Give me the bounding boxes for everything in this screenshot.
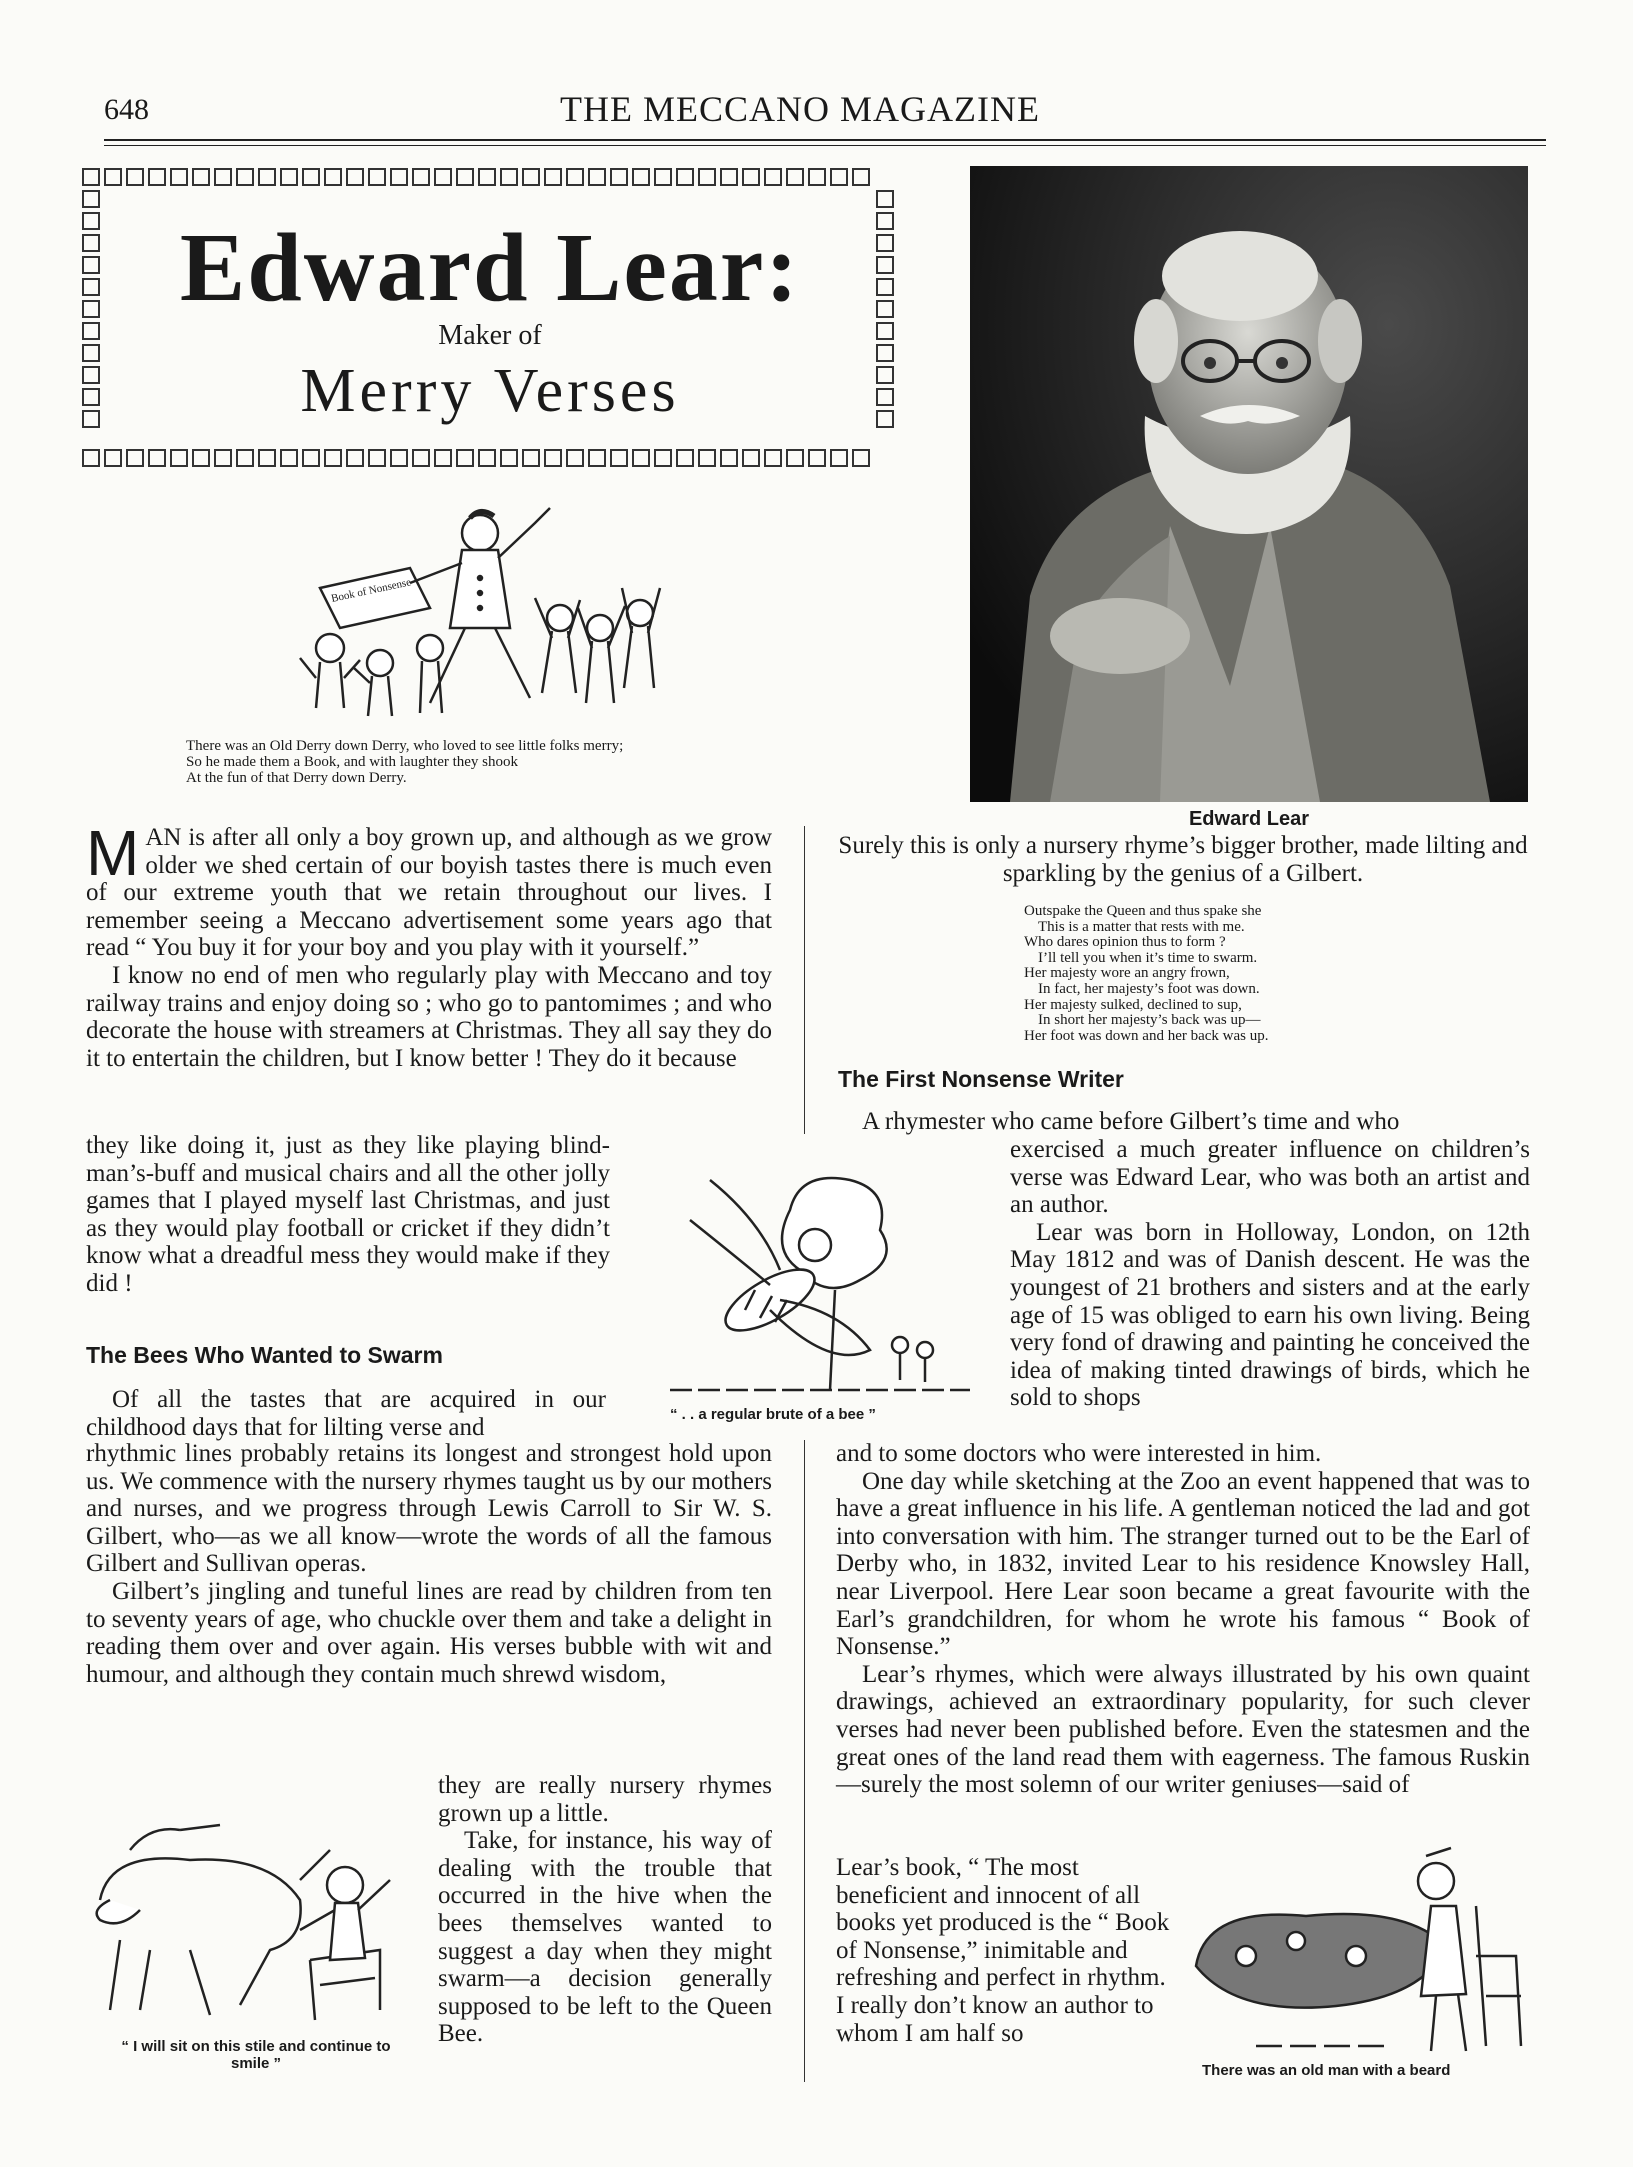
border-square — [764, 449, 782, 467]
border-square — [236, 449, 254, 467]
title-box — [82, 168, 898, 471]
article-title: Edward Lear: — [179, 214, 801, 322]
square-border-top — [82, 168, 870, 190]
border-square — [390, 168, 408, 186]
caption-line: There was an Old Derry down Derry, who loved to see little folks merry; — [186, 738, 624, 754]
border-square — [368, 449, 386, 467]
border-square — [742, 449, 760, 467]
left-column-wrap-2 — [86, 1386, 606, 1441]
paragraph: A rhymester who came before Gilbert’s time and who — [862, 1108, 1400, 1135]
border-square — [566, 168, 584, 186]
border-square — [104, 449, 122, 467]
caption-line: So he made them a Book, and with laughter they shook — [186, 754, 519, 770]
poem-line: I’ll tell you when it’s time to swarm. — [1038, 949, 1258, 966]
right-column-narrow — [836, 1854, 1176, 2047]
beard-caption: There was an old man with a beard — [1202, 2062, 1451, 2079]
border-square — [544, 449, 562, 467]
poem-line: Her majesty wore an angry frown, — [1024, 965, 1230, 982]
right-column-intro: Surely this is only a nursery rhyme’s bigger brother, made lilting and sparkling by the genius of a Gilbert. — [838, 832, 1528, 887]
paragraph: Lear’s rhymes, which were always illustrated by his own quaint drawings, achieved an extraordinary popularity, for such clever verses had never been published before. Even the statesmen and the great ones of the land read them with eagerness. The famous Ruskin—surely the most solemn of our writer geniuses—said of — [836, 1660, 1530, 1799]
border-square — [126, 168, 144, 186]
border-square — [588, 449, 606, 467]
border-square — [478, 449, 496, 467]
border-square — [676, 449, 694, 467]
border-square — [786, 168, 804, 186]
border-square — [412, 449, 430, 467]
border-square — [104, 168, 122, 186]
left-column-body — [86, 1440, 772, 1688]
border-square — [434, 449, 452, 467]
poem-line: In fact, her majesty’s foot was down. — [1038, 980, 1260, 997]
border-square — [148, 449, 166, 467]
right-column-body — [836, 1440, 1530, 1799]
border-square — [280, 449, 298, 467]
border-square — [852, 168, 870, 186]
border-square — [324, 168, 342, 186]
left-column-wrap — [86, 1132, 610, 1298]
border-square — [698, 449, 716, 467]
border-square — [830, 168, 848, 186]
border-square — [720, 168, 738, 186]
border-square — [390, 449, 408, 467]
border-square — [786, 449, 804, 467]
paragraph: exercised a much greater influence on children’s verse was Edward Lear, who was both an artist and an author. — [1010, 1136, 1530, 1219]
left-column-narrow — [438, 1772, 772, 2048]
border-square — [82, 449, 100, 467]
border-square — [434, 168, 452, 186]
page-number: 648 — [104, 93, 149, 126]
border-square — [852, 449, 870, 467]
beard-illustration — [1186, 1846, 1526, 2056]
border-square — [126, 449, 144, 467]
paragraph: they like doing it, just as they like playing blind-man’s-buff and musical chairs and all the other jolly games that I played myself last Christmas, and just as they would play football or cricket if they didn’t know what a dreadful mess they would make if they did ! — [86, 1132, 610, 1297]
border-square — [632, 449, 650, 467]
paragraph: AN is after all only a boy grown up, and although as we grow older we shed certain of our boyish tastes there is much even of our extreme youth that we retain throughout our lives. I remember seeing a Meccano advertisement some years ago that read “ You buy it for your boy and you play with it yourself.” — [86, 824, 772, 962]
border-square — [588, 168, 606, 186]
paragraph: rhythmic lines probably retains its longest and strongest hold upon us. We commence with the nursery rhymes taught us by our mothers and nurses, and we progress through Lewis Carroll to Sir W. S. Gilbert, who—as we all know—wrote the words of all the famous Gilbert and Sullivan operas. — [86, 1440, 772, 1578]
border-square — [346, 168, 364, 186]
border-square — [632, 168, 650, 186]
border-square — [808, 168, 826, 186]
border-square — [324, 449, 342, 467]
border-square — [456, 449, 474, 467]
border-square — [676, 168, 694, 186]
poem-line: In short her majesty’s back was up— — [1038, 1012, 1261, 1029]
bee-caption: “ . . a regular brute of a bee ” — [670, 1406, 876, 1423]
dropcap: M — [86, 817, 140, 889]
border-square — [876, 190, 894, 208]
border-square — [302, 168, 320, 186]
border-square — [148, 168, 166, 186]
border-square — [522, 168, 540, 186]
border-square — [698, 168, 716, 186]
poem-line: This is a matter that rests with me. — [1038, 918, 1245, 935]
border-square — [720, 449, 738, 467]
border-square — [214, 168, 232, 186]
stile-caption: “ I will sit on this stile and continue to smile ” — [121, 2038, 391, 2072]
paragraph: Gilbert’s jingling and tuneful lines are read by children from ten to seventy years of age, who chuckle over them and take a delight in reading them over and over again. His verses bubble with wit and humour, and although they contain much shrewd wisdom, — [86, 1577, 772, 1688]
paragraph: Lear was born in Holloway, London, on 12th May 1812 and was of Danish descent. He was the youngest of 21 brothers and sisters and at the early age of 15 was obliged to earn his own living. Being very fond of drawing and painting he conceived the idea of making tinted drawings of birds, which he sold to shops — [1010, 1218, 1530, 1412]
paragraph: Lear’s book, “ The most beneficient and innocent of all books yet produced is the “ Book of Nonsense,” inimitable and refreshing and perfect in rhythm. I really don’t know an author to whom I am half so — [836, 1854, 1170, 2047]
border-square — [236, 168, 254, 186]
poem-line: Her foot was down and her back was up. — [1024, 1027, 1269, 1044]
border-square — [764, 168, 782, 186]
paragraph: Take, for instance, his way of dealing with the trouble that occurred in the hive when the bees themselves wanted to suggest a day when they might swarm—a decision generally supposed to be left to the Queen Bee. — [438, 1827, 772, 2048]
header-rule — [104, 139, 1546, 141]
article-subtitle: Maker of — [438, 320, 542, 351]
running-head: THE MECCANO MAGAZINE — [560, 89, 1040, 129]
portrait-caption: Edward Lear — [1188, 808, 1310, 830]
gilbert-poem — [1024, 904, 1269, 1044]
border-square — [82, 190, 100, 208]
border-square — [544, 168, 562, 186]
border-square — [500, 168, 518, 186]
derry-illustration — [280, 488, 690, 728]
border-square — [346, 449, 364, 467]
border-square — [192, 449, 210, 467]
border-square — [192, 168, 210, 186]
border-square — [478, 168, 496, 186]
poem-line: Who dares opinion thus to form ? — [1024, 934, 1226, 951]
poem-line: Her majesty sulked, declined to sup, — [1024, 996, 1242, 1013]
border-square — [500, 449, 518, 467]
paragraph: Of all the tastes that are acquired in our childhood days that for lilting verse and — [86, 1386, 606, 1441]
border-square — [654, 168, 672, 186]
bee-illustration — [650, 1150, 980, 1400]
section-heading: The Bees Who Wanted to Swarm — [86, 1342, 443, 1368]
border-square — [82, 168, 100, 186]
square-border-bottom — [82, 449, 870, 471]
border-square — [742, 168, 760, 186]
header-rule-thin — [104, 145, 1546, 146]
column-rule — [804, 1440, 805, 2082]
right-column-lead — [836, 1108, 1530, 1136]
border-square — [368, 168, 386, 186]
stile-illustration — [70, 1810, 400, 2030]
border-square — [456, 168, 474, 186]
paragraph: they are really nursery rhymes grown up a little. — [438, 1772, 772, 1827]
article-subtitle-large: Merry Verses — [300, 357, 680, 425]
border-square — [280, 168, 298, 186]
column-rule — [804, 826, 805, 1134]
svg-text:Book of Nonsense: Book of Nonsense — [330, 576, 413, 605]
paragraph: One day while sketching at the Zoo an event happened that was to have a great influence in his life. A gentleman noticed the lad and got into conversation with him. The stranger turned out to be the Earl of Derby who, in 1832, invited Lear to his residence Knowsley Hall, near Liverpool. Here Lear soon became a great favourite with the Earl’s grandchildren, for whom he wrote his famous “ Book of Nonsense.” — [836, 1467, 1530, 1661]
border-square — [412, 168, 430, 186]
border-square — [170, 168, 188, 186]
border-square — [302, 449, 320, 467]
paragraph: and to some doctors who were interested in him. — [836, 1440, 1322, 1467]
border-square — [258, 168, 276, 186]
portrait-photo — [970, 166, 1528, 802]
border-square — [610, 449, 628, 467]
border-square — [214, 449, 232, 467]
border-square — [522, 449, 540, 467]
border-square — [654, 449, 672, 467]
right-column-wrap — [1010, 1136, 1530, 1412]
border-square — [170, 449, 188, 467]
caption-line: At the fun of that Derry down Derry. — [186, 770, 407, 786]
border-square — [566, 449, 584, 467]
poem-line: Outspake the Queen and thus spake she — [1024, 903, 1262, 919]
border-square — [830, 449, 848, 467]
border-square — [258, 449, 276, 467]
paragraph: I know no end of men who regularly play with Meccano and toy railway trains and enjoy doing so ; who go to pantomimes ; and who decorate the house with streamers at Christmas. They all say they do it to entertain the children, but I know better ! They do it because — [86, 961, 772, 1072]
derry-caption — [186, 738, 623, 786]
border-square — [610, 168, 628, 186]
left-column-intro — [86, 817, 772, 1072]
section-heading: The First Nonsense Writer — [838, 1066, 1124, 1092]
border-square — [808, 449, 826, 467]
